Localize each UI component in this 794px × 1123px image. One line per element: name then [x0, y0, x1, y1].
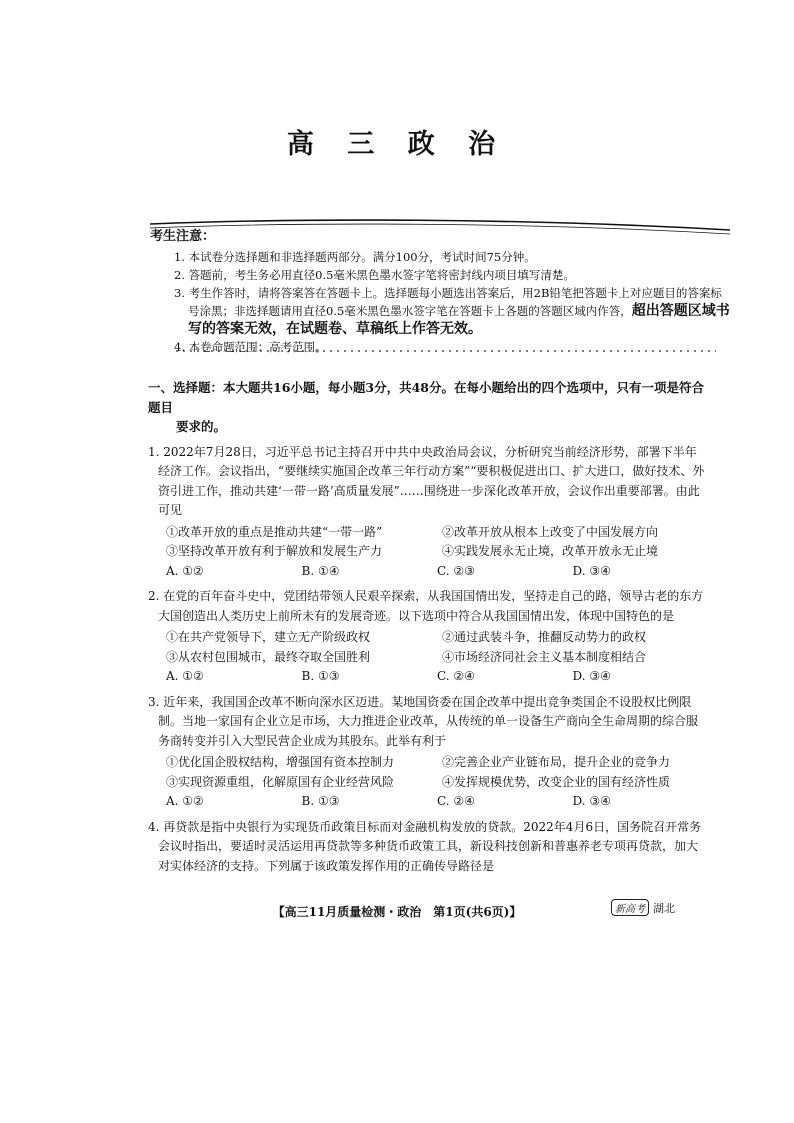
answer-choices: [148, 562, 708, 582]
page-title: 高 三 政 治: [286, 129, 508, 160]
choice-c: C. ②④: [437, 669, 475, 683]
question-stem: 2. 在党的百年奋斗史中，党团结带领人民艰辛探索，从我国国情出发，坚持走自己的路，领导古老的东方大国创造出人类历史上前所未有的发展奇迹。以下选项中符合从我国国情出发，体现中国特色的是: [148, 589, 704, 623]
section-heading-line1: 一、选择题：本大题共16小题，每小题3分，共48分。在每小题给出的四个选项中，只有一项是符合题目: [148, 380, 704, 415]
choice-a: A. ①②: [166, 794, 204, 808]
statement-2: ②改革开放从根本上改变了中国发展方向: [442, 524, 659, 539]
choice-d: D. ③④: [572, 669, 611, 683]
notice-item-3: [150, 284, 730, 338]
statement-1: ①在共产党领导下，建立无产阶级政权: [166, 630, 371, 644]
notice-heading: 考生注意：: [150, 229, 216, 244]
notice-item-2: 2. 答题前，考生务必用直径0.5毫米黑色墨水签字笔将密封线内项目填写清楚。: [174, 268, 575, 282]
answer-choices: [148, 667, 708, 687]
choice-d: D. ③④: [572, 794, 611, 808]
statement-4: ④发挥规模优势，改变企业的国有经济性质: [442, 774, 671, 789]
question-1: [148, 443, 708, 582]
choice-c: C. ②④: [437, 794, 475, 808]
stamp-badge: 新高考: [611, 899, 649, 916]
stamp-region: 湖北: [653, 901, 675, 915]
notice-item-3-emphasis: 超出答题区域书写的答案无效，在试题卷、草稿纸上作答无效。: [188, 303, 730, 337]
notice-item-4: 4. 本卷命题范围：高考范围。: [174, 340, 327, 354]
choice-b: B. ①④: [301, 563, 340, 578]
choice-b: B. ①③: [301, 794, 340, 808]
statement-3: ③实现资源重组，化解原国有企业经营风险: [166, 774, 395, 789]
question-2: [148, 587, 708, 687]
statement-options: [148, 628, 708, 667]
statement-options: [148, 523, 708, 562]
statement-4: ④市场经济同社会主义基本制度相结合: [442, 649, 647, 664]
statement-4: ④实践发展永无止境，改革开放永无止境: [442, 544, 659, 558]
section-heading-line2: 要求的。: [176, 419, 227, 434]
statement-1: ①改革开放的重点是推动共建“一带一路”: [166, 524, 383, 539]
exam-notice: [150, 228, 730, 356]
statement-options: [148, 753, 708, 792]
statement-3: ③从农村包围城市，最终夺取全国胜利: [166, 649, 371, 664]
statement-2: ②通过武装斗争，推翻反动势力的政权: [442, 630, 647, 644]
statement-3: ③坚持改革开放有利于解放和发展生产力: [166, 544, 383, 558]
statement-2: ②完善企业产业链布局，提升企业的竞争力: [442, 755, 671, 769]
section-heading: [148, 378, 708, 437]
choice-a: A. ①②: [166, 669, 204, 683]
question-stem: 3. 近年来，我国国企改革不断向深水区迈进。某地国资委在国企改革中提出竞争类国企不设股权比例限制。当地一家国有企业立足市场，大力推进企业改革，从传统的单一设备生产商向全生命周期的综合服务商转变并引入大型民营企业成为其股东。此举有利于: [148, 694, 699, 748]
answer-choices: [148, 792, 708, 812]
question-3: [148, 693, 708, 812]
choice-d: D. ③④: [572, 563, 611, 578]
notice-divider: [176, 348, 716, 354]
notice-item-3-text: 3. 考生作答时，请将答案答在答题卡上。选择题每小题选出答案后，用2B铅笔把答题卡上对应题目的答案标号涂黑；非选择题请用直径0.5毫米黑色墨水签字笔在答题卡上各题的答题区域内作答，: [174, 286, 722, 318]
questions-section: [148, 378, 708, 876]
region-stamp: [611, 899, 675, 916]
choice-b: B. ①③: [301, 669, 340, 683]
choice-c: C. ②③: [437, 563, 475, 578]
question-stem: 1. 2022年7月28日，习近平总书记主持召开中共中央政治局会议，分析研究当前经济形势，部署下半年经济工作。会议指出，“要继续实施国企改革三年行动方案”“要积极促进出口、扩大进口，做好技术、外资引进工作，推动共建‘一带一路’高质量发展”……围绕进一步深化改革开放，会议作出重要部署。由此可见: [148, 444, 705, 517]
choice-a: A. ①②: [166, 563, 204, 578]
page-footer: 【高三11月质量检测・政治 第1页(共6页)】: [272, 905, 522, 919]
question-4: [148, 818, 708, 877]
notice-item-1: 1. 本试卷分选择题和非选择题两部分。满分100分，考试时间75分钟。: [174, 250, 536, 264]
statement-1: ①优化国企股权结构，增强国有资本控制力: [166, 755, 395, 769]
question-stem: 4. 再贷款是指中央银行为实现货币政策目标而对金融机构发放的贷款。2022年4月6日，国务院召开常务会议时指出，要适时灵活运用再贷款等多种货币政策工具，新设科技创新和普惠养老专项再贷款，加大对实体经济的支持。下列属于该政策发挥作用的正确传导路径是: [148, 819, 702, 873]
